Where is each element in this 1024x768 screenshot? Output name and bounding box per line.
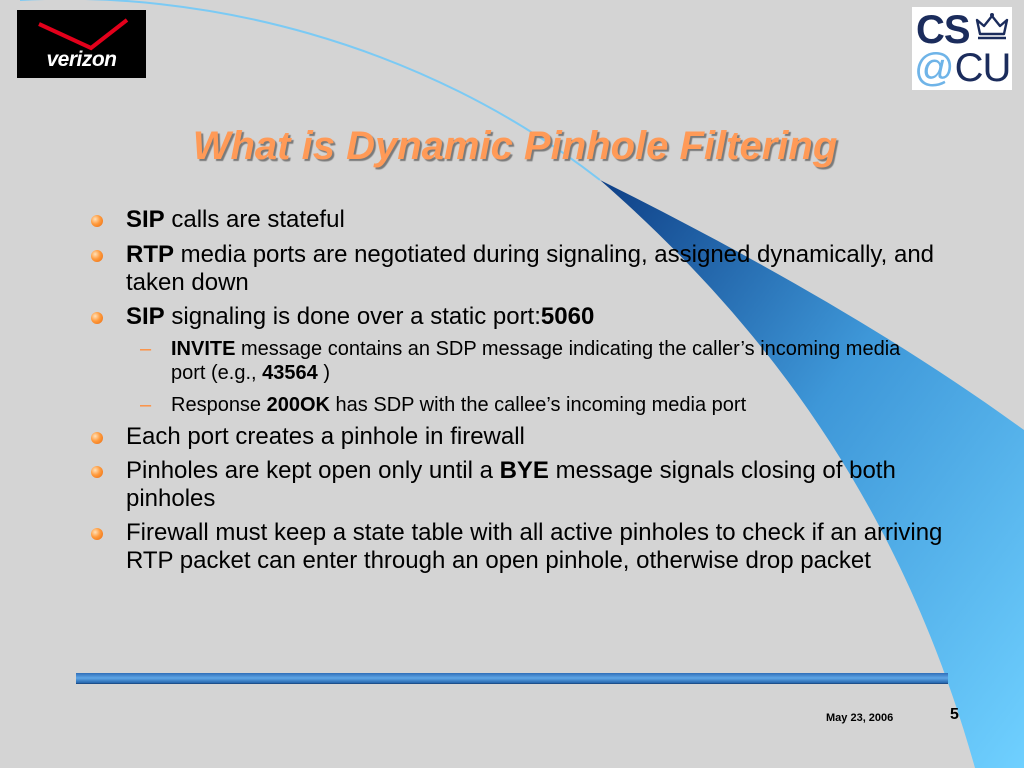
at-logo-text: @ (914, 46, 955, 90)
footer-date: May 23, 2006 (826, 712, 894, 724)
sub-bullet-dash: – (140, 394, 152, 416)
sub-bullet-item: INVITE message contains an SDP message indicating the caller’s incoming media port (e.g., 43564 ) (171, 338, 901, 384)
verizon-logo-text: verizon (46, 48, 117, 71)
slide-title: What is Dynamic Pinhole Filtering (192, 124, 838, 168)
bullet-item: SIP signaling is done over a static port:5060 (126, 303, 595, 330)
sub-bullet-dash: – (140, 338, 152, 360)
bullet-icon (91, 250, 103, 262)
bullet-item: Each port creates a pinhole in firewall (126, 423, 525, 450)
cs-logo-text: CS (916, 8, 970, 52)
bullet-item: RTP media ports are negotiated during signaling, assigned dynamically, and taken down (126, 241, 935, 296)
bullet-icon (91, 215, 103, 227)
bullet-icon (91, 312, 103, 324)
bullet-icon (91, 528, 103, 540)
bullet-item: Pinholes are kept open only until a BYE message signals closing of both pinholes (126, 457, 896, 512)
sub-bullet-item: Response 200OK has SDP with the callee’s incoming media port (171, 394, 747, 416)
cu-logo-text: CU (954, 46, 1011, 90)
footer-rule (76, 673, 948, 684)
bullet-icon (91, 466, 103, 478)
bullet-item: SIP calls are stateful (126, 206, 345, 233)
bullet-icon (91, 432, 103, 444)
slide-number: 5 (950, 706, 959, 723)
bullet-item: Firewall must keep a state table with all active pinholes to check if an arriving RTP packet can enter through an open pinhole, otherwise drop packet (126, 519, 943, 574)
